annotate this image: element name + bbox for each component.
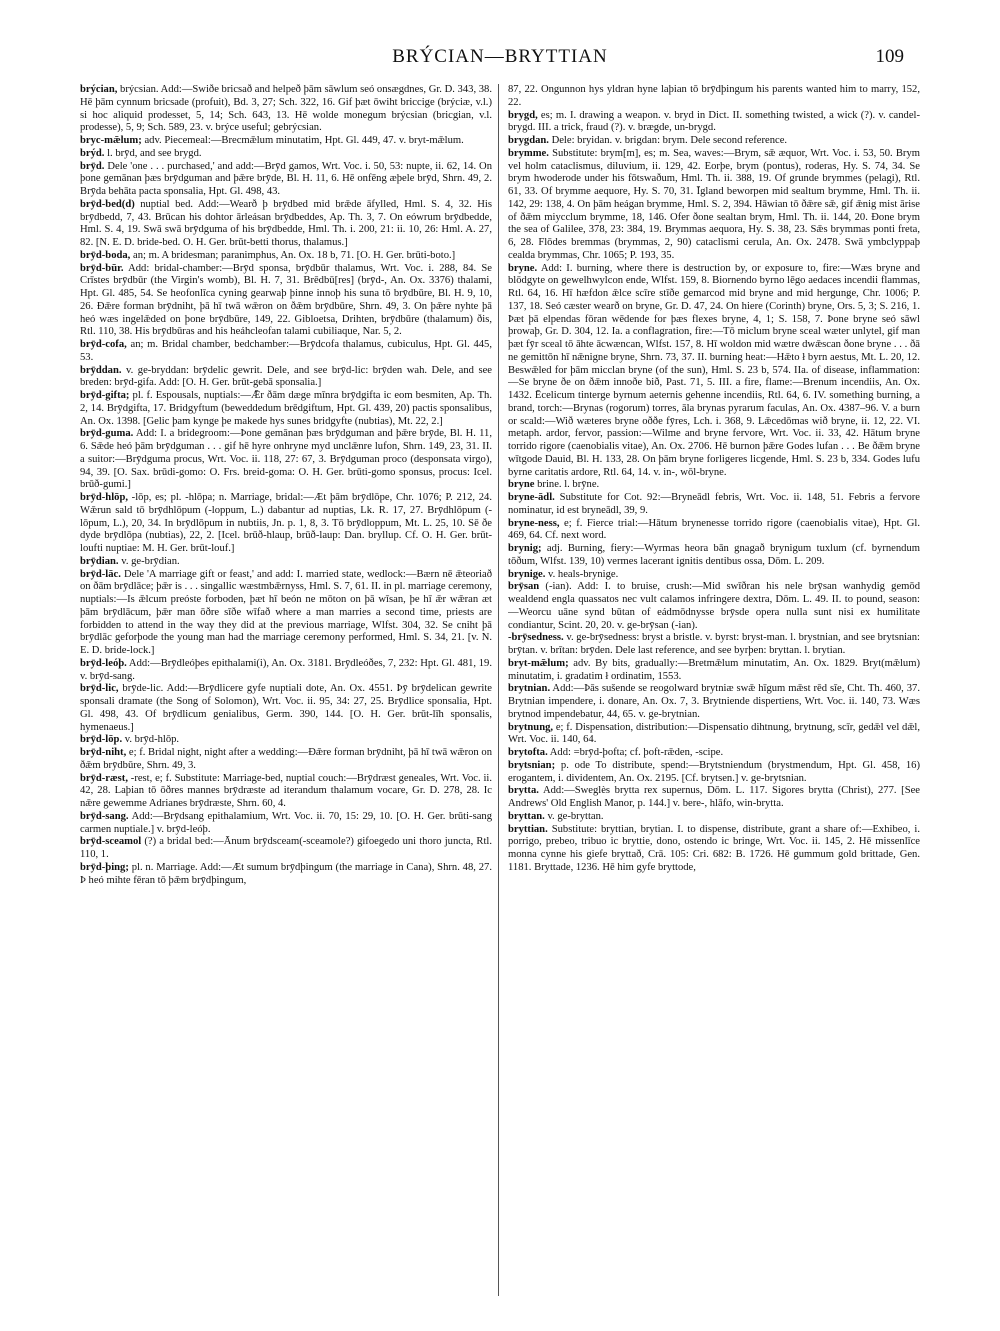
- entry-headword: brynige.: [508, 568, 546, 580]
- dictionary-entry: [80, 428, 492, 492]
- entry-headword: brytofta.: [508, 747, 548, 758]
- dictionary-entry: [80, 339, 492, 365]
- dictionary-entry: [80, 658, 492, 684]
- entry-headword: brȳd-þing;: [80, 861, 129, 873]
- dictionary-entry: [508, 110, 920, 136]
- entry-text: Substitute: brym[m], es; m. Sea, waves:—Brym, sǣ æquor, Wrt. Voc. i. 53, 50. Brym vel holm cataclismus, diluvium, ii. 129, 42. Eorþe, brym (pontus), roderas, Hy. S. 74, 34. Se brym hwoderode under his fōtswaðum, Hml. Th. ii. 388, 19. Of grunde brymmes (pelagi), Rtl. 61, 33. Of brymme aequore, Hy. S. 70, 31. Īgland beworpen mid sealtum brymme, Hml. Th. ii. 142, 29: 138, 4. On þām heágan brymme, Hml. S. 2, 394. Hāwian tō ðǣre sǣ, gif ǣnig mist ārise of ðǣm miycclum brymme, 18, 146. Ofer ðone sealtan brym, Hml. Th. ii. 144, 20. Ðone brym the sea of Galilee, 378, 23: 384, 19. Brymmas aequora, Hy. S. 38, 23. Sǣs brymmas ponti freta, 6, 28. Flōdes bremmas (brymmas, 2, 90) cataclismi cerula, An. Ox. 2478. Swā ymbclyppaþ cealda brymmas, Chr. 1065; P. 193, 35.: [508, 147, 920, 261]
- entry-headword: bryc-mǣlum;: [80, 135, 142, 146]
- entry-headword: brȳsan: [508, 581, 540, 593]
- entry-text: v. ge-brȳdian.: [118, 555, 180, 567]
- dictionary-entry: [80, 492, 492, 556]
- entry-headword: brytsnian;: [508, 759, 556, 771]
- dictionary-entry: [508, 543, 920, 569]
- entry-headword: brȳd-cofa,: [80, 339, 127, 350]
- entry-text: (-ian). Add: I. to bruise, crush:—Mid swīðran his nele brȳsan wanhydig gemōd wealdend engla quassatos nec vult calamos infringere dextra, Dōm. L. 49. II. to pound, season:—Weorcu uāne synd būtan of eádmōdnysse brȳsde opera nulla sunt nisi ex humilitate condiantur, Scint. 20, 20. v. ge-brȳsan (-ian).: [508, 581, 920, 631]
- dictionary-entry: [80, 734, 492, 747]
- entry-headword: brȳd-būr.: [80, 262, 124, 274]
- dictionary-entry: [508, 683, 920, 721]
- dictionary-entry: [80, 84, 492, 135]
- dictionary-entry: [508, 84, 920, 110]
- entry-text: brýcsian. Add:—Swiðe bricsað and helpeð þām sāwlum seó onsægdnes, Gr. D. 343, 38. Hē þām cynnum bricsade (profuit), Bd. 3, 27; Sch. 322, 16. Gif þæt ōwiht briccige (brýciæ, v.l.) si hoc aliquid prodesset, 5, 14; Sch. 643, 13. Hē wolde monegum brýcsian (bricgian, v.l. prodesse), 5, 9; Sch. 589, 23. v. brýce useful; gebrýcsian.: [80, 84, 492, 134]
- entry-headword: brȳd-guma.: [80, 428, 134, 440]
- dictionary-entry: [508, 479, 920, 492]
- entry-text: Dele 'A marriage gift or feast,' and add: I. married state, wedlock:—Bærn nē ǣteoriað on ðām brȳdlāce; þǣr is . . . singallic wæstmbǣrnyss, Hml. S. 7, 61. II. in pl. marriage ceremony, nuptials:—Is ǣlcum preóste forboden, þæt hī beón ne mōton on þā wīsan, þe hī ǣr wǣran æt þām brȳdlācum, þǣr man ōðre sīðe wīfað where a man marries a second time, priests are forbidden to attend in the way they did at the previous marriage, Wlfst. 304, 32. Se cniht þā brȳdlāc geforþode the young man had the marriage ceremony performed, Hml. S. 34, 21. [v. N. E. D. bride-lock.]: [80, 568, 492, 656]
- entry-text: adj. Burning, fiery:—Wyrmas heora bān gnagað brynigum tuxlum (cf. byrnendum tōðum, Wlfst. 139, 10) vermes lacerant ignitis dentibus ossa, Dōm. L. 209.: [508, 543, 920, 567]
- entry-headword: bryne-ness,: [508, 517, 560, 529]
- entry-text: Add: bridal-chamber:—Brȳd sponsa, brȳdbūr thalamus, Wrt. Voc. i. 288, 84. Se Crīstes brȳdbūr (the Virgin's womb), Bl. H. 7, 31. Brēdbū[res] (brȳd-, An. Ox. 3376) thalami, Hpt. Gl. 485, 54. Se heofonlīca cyning gearwaþ þinne innoþ his suna tō brȳdbūre, Bl. H. 9, 10, 26. Ðǣre forman brȳdniht, þā hī twā wǣron on ðǣm brȳdbūre, Shrn. 49, 3. On þǣre nyhte þā heó wæs ingelǣded on þone brȳdbūre, 149, 22. Gibloetsa, Drihten, brȳdbūre (thalamum) ðis, Rtl. 110, 38. His brȳdbūras and his heáhcleofan talami cubiliaque, Nar. 5, 2.: [80, 262, 492, 338]
- entry-text: v. ge-brȳsedness: bryst a bristle. v. byrst: bryst-man. l. brystnian, and see brytsnian: brȳtan. v. brītan: brȳden. Dele last reference, and see byrþen: bryttan. l. brytian.: [508, 632, 920, 656]
- entry-text: pl. n. Marriage. Add:—Æt sumum brȳdþingum (the marriage in Cana), Shrn. 48, 27. Þ heó mihte fēran tō þǣm brȳdþingum,: [80, 861, 492, 886]
- entry-headword: brytnian.: [508, 683, 551, 695]
- entry-text: an; m. A bridesman; paranimphus, An. Ox. 18 b, 71. [O. H. Ger. brūti-boto.]: [130, 249, 456, 261]
- entry-headword: bryne: [508, 479, 535, 491]
- dictionary-entry: [80, 148, 492, 161]
- dictionary-entry: [508, 492, 920, 518]
- entry-text: (?) a bridal bed:—Ānum brȳdsceam(-sceamole?) gifoegedo uni thoro juncta, Rtl. 110, 1.: [80, 836, 492, 860]
- dictionary-entry: [80, 747, 492, 773]
- dictionary-entry: [508, 263, 920, 480]
- entry-text: Add:—Brȳdleóþes epithalami(i), An. Ox. 3181. Brȳdleóðes, 7, 232: Hpt. Gl. 481, 19. v. brȳd-sang.: [80, 657, 492, 682]
- dictionary-entry: [508, 569, 920, 582]
- entry-headword: brynig;: [508, 543, 542, 554]
- entry-text: nuptial bed. Add:—Wearð þ brȳdbed mid brǣde āfylled, Hml. S. 4, 32. His brȳdbedd, 7, 43. Brūcan his dohtor ārleásan brȳdbeddes, Ap. Th. 3, 7. On eówrum brȳdbedde, Hml. S. 4, 19. Swā swā brȳdguma of his brȳdbedde, Hml. Th. i. 200, 21: ii. 10, 26: Hml. A. 27, 82. [N. E. D. bride-bed. O. H. Ger. brūt-betti thorus, thalamus.]: [80, 198, 492, 248]
- entry-text: e; f. Fierce trial:—Hātum brynenesse torrido rigore (caenobialis vitae), Hpt. Gl. 469, 64. Cf. next word.: [508, 517, 920, 542]
- dictionary-entry: [508, 632, 920, 658]
- entry-text: Add:—Þās sušende se reogolward brytniæ swǣ hīgum mǣst rēd sīe, Cht. Th. 460, 37. Brytnian impendere, i. donare, An. Ox. 7, 3. Brytniende dispertiens, Wrt. Voc. ii. 140, 73. Wæs brytnod impendebatur, 44, 65. v. ge-brytnian.: [508, 683, 920, 720]
- dictionary-entry: [80, 161, 492, 199]
- entry-text: v. ge-bryttan.: [544, 810, 604, 822]
- dictionary-entry: [80, 836, 492, 862]
- entry-headword: brymme.: [508, 147, 549, 159]
- dictionary-entry: [80, 862, 492, 888]
- entry-text: adv. By bits, gradually:—Bretmǣlum minutatim, An. Ox. 1829. Bryt(mǣlum) minutatim, i. gradatim ł ordinatim, 1553.: [508, 657, 920, 682]
- entry-text: pl. f. Espousals, nuptials:—Ǣr ðām dæge mīnra brȳdgifta ic eom besmiten, Ap. Th. 2, 14. Brȳdgifta, 17. Bridgyftum (beweddedum brēdgiftum, Hpt. Gl. 439, 20) pactis sponsalibus, An. Ox. 1398. [Gelic þam kynge þe makede hys sunes bridgyfte (nubtias), Mt. 22, 2.]: [80, 390, 492, 427]
- dictionary-entry: [508, 824, 920, 875]
- entry-headword: brȳd-lāc.: [80, 568, 121, 580]
- entry-text: brȳde-lic. Add:—Brȳdlicere gyfe nuptiali dote, An. Ox. 4551. Þȳ brȳdelican gewrite sponsali dramate (the Song of Solomon), Wrt. Voc. ii. 95, 34: 27, 25. Brȳdlice sponsalia, Hpt. Gl. 498, 43. Of brȳdlicum genialibus, Germ. 390, 144. [O. H. Ger. brūt-līh sponsalis, hymenaeus.]: [80, 683, 492, 733]
- entry-headword: brȳddan.: [80, 364, 122, 376]
- entry-headword: brȳd-ræst,: [80, 772, 128, 784]
- dictionary-entry: [80, 683, 492, 734]
- entry-text: Dele: bryidan. v. brigdan: brym. Dele second reference.: [548, 135, 788, 146]
- entry-headword: bryttian.: [508, 823, 548, 835]
- dictionary-entry: [508, 148, 920, 263]
- entry-text: brine. l. brȳne.: [534, 479, 600, 491]
- dictionary-entry: [80, 556, 492, 569]
- entry-text: v. heals-brynige.: [545, 568, 619, 580]
- entry-text: Substitute: bryttian, brytian. I. to dispense, distribute, grant a share of:—Exhibeo, i. porrigo, prebeo, tribuo ic bryttie, dono, ostendo ic bringe, Wrt. Voc. ii. 145, 2. Hē missenlīce monna cynne his giefe bryttað, Crā. 105: Cri. 682: B. 1726. Hē gummum gold brittade, Gen. 1181. Bryttade, 1236. Hē him gyfe bryttode,: [508, 823, 920, 873]
- entry-text: Substitute for Cot. 92:—Bryneādl febris, Wrt. Voc. ii. 148, 51. Febris a fervore nominatur, id est bryneādl, 39, 9.: [508, 492, 920, 516]
- dictionary-entry: [508, 811, 920, 824]
- entry-headword: brýcian,: [80, 84, 118, 95]
- dictionary-entry: [80, 199, 492, 250]
- entry-headword: brȳd-boda,: [80, 249, 131, 261]
- entry-headword: brytnung,: [508, 721, 554, 733]
- entry-text: e; f. Bridal night, night after a wedding:—Ðǣre forman brȳdniht, þā hī twā wǣron on ðǣm brȳdbūre, Shrn. 49, 3.: [80, 747, 492, 771]
- entry-text: Add: =brȳd-þofta; cf. þoft-rǣden, -scipe.: [547, 747, 724, 758]
- entry-headword: brȳd-lōp.: [80, 734, 123, 746]
- dictionary-entry: [80, 263, 492, 340]
- entry-headword: brȳd-niht,: [80, 747, 127, 758]
- dictionary-entry: [508, 581, 920, 632]
- entry-headword: brȳdian.: [80, 555, 119, 567]
- entry-text: p. ode To distribute, spend:—Brytstniendum (brystmendum, Hpt. Gl. 458, 16) erogantem, i. dividentem, An. Ox. 2195. [Cf. brytsen.] v. ge-brytsnian.: [508, 759, 920, 784]
- entry-headword: bryne-ādl.: [508, 492, 555, 503]
- entry-text: Dele 'one . . . purchased,' and add:—Brȳd gamos, Wrt. Voc. i. 50, 53: nupte, ii. 62, 14. On þone gemānan þæs brȳdguman and þǣre brȳde, Bl. H. 11, 6. Hē onfēng æþele brȳd, Shrn. 49, 2. Brȳda behāta pacta sponsalia, Hpt. Gl. 498, 43.: [80, 160, 492, 197]
- entry-headword: bryttan.: [508, 810, 545, 822]
- entry-text: -rest, e; f. Substitute: Marriage-bed, nuptial couch:—Brȳdræst geneales, Wrt. Voc. ii. 42, 28. Laþian tō ōðres mannes brȳdræste ad iterandum thalamum vocare, Gr. D. 278, 28. Ic nǣre gewemme Adrianes brȳdræste, Shrn. 60, 4.: [80, 772, 492, 809]
- entry-headword: brȳd-lic,: [80, 683, 119, 695]
- dictionary-entry: [80, 365, 492, 391]
- entry-headword: brȳd-gifta;: [80, 390, 130, 401]
- dictionary-entry: [80, 135, 492, 148]
- entry-headword: brȳd-leóþ.: [80, 657, 127, 669]
- entry-text: v. brȳd-hlōp.: [122, 734, 180, 746]
- left-column: [80, 84, 492, 1299]
- entry-text: adv. Piecemeal:—Brecmǣlum minutatim, Hpt. Gl. 449, 47. v. bryt-mǣlum.: [141, 135, 464, 146]
- right-column: [508, 84, 920, 1299]
- entry-text: Add: I. burning, where there is destruction by, or exposure to, fire:—Wæs bryne and blōdgyte on gewelhwylcon ende, Wlfst. 159, 8. Biornendo byrno lēgo aedaces incendii flammas, Rtl. 64, 16. Hī hæfdon ǣlce scīre stīðe gemarcod mid bryne and mid hergunge, Chr. 1006; P. 137, 18. Seó cæster wearð on bryne, Gr. D. 47, 24. On hiere (Corinth) bryne, Ors. 5, 3; S. 216, 1. Þæt þā elpendas fōran wēdende for þæs flexes bryne, 4, 1; S. 158, 7. Þone bryne seó sāwl þrowaþ, Gr. D. 304, 12. Ia. a conflagration, fire:—Tō miclum bryne sceal wæter unlytel, gif man þæt fȳr sceal tō āhte ācwæncan, Wlfst. 157, 8. Hī woldon mid wætre dwǣscan ðone bryne . . . ðā ne gemittōn hī nǣnigne bryne, Shrn. 73, 37. II. burning heat:—Hǣto ł byrn aestus, Mt. L. 20, 12. Beswǣled for þām micclan bryne (of the sun), Hml. S. 23 b, 574. IIa. of disease, inflammation:—Se bryne ðe on ðǣm innoðe bið, Past. 71, 5. III. a fire, flame:—Brenum incendiis, An. Ox. 1432. Ēcelicum tinterge byrnum aeternis gehenne incendiis, Rtl. 64, 6. IV. something burning, a brand, torch:—Brynas (rogorum) torres, āla brynas pyrarum faculas, An. Ox. 4387–96. V. a burn or scald:—Wið wæteres bryne oððe fȳres, Lch. i. 368, 9. Lǣcedōmas wið bryne, ii. 12, 22. VI. metaph. ardor, fervor, passion:—Wilme and bryne fervore, Wrt. Voc. ii. 33, 42. Hātum bryne torrido rigore (caenobialis vitae), An. Ox. 2706. Hē burnon þǣre Godes lufan . . . Be ðǣm bryne wītgode Dauid, Bl. H. 133, 28. On þām bryne forligeres licgende, Hml. S. 23 b, 334. Godes lufu byrne caritatis ardore, Rtl. 64, 14. v. in-, wōl-bryne.: [508, 262, 920, 478]
- entry-headword: brygdan.: [508, 135, 549, 146]
- dictionary-entry: [508, 722, 920, 748]
- entry-text: Add:—Brȳdsang epithalamium, Wrt. Voc. ii. 70, 15: 29, 10. [O. H. Ger. brūti-sang carmen nuptiale.] v. brȳd-leóþ.: [80, 810, 492, 835]
- entry-headword: brýd.: [80, 147, 105, 159]
- dictionary-entry: [508, 760, 920, 786]
- entry-text: e; f. Dispensation, distribution:—Dispensatio dihtnung, brytnung, scīr, gedǣl vel dǣl, Wrt. Voc. ii. 140, 64.: [508, 721, 920, 746]
- dictionary-entry: [80, 773, 492, 811]
- entry-headword: brȳd-hlōp,: [80, 492, 128, 503]
- entry-text: es; m. I. drawing a weapon. v. bryd in Dict. II. something twisted, a wick (?). v. candel-brygd. III. a trick, fraud (?). v. brægde, un-brygd.: [508, 109, 920, 134]
- page-number: 109: [875, 46, 904, 67]
- column-divider: [498, 84, 499, 1296]
- entry-text: -lōp, es; pl. -hlōpa; n. Marriage, bridal:—Æt þām brȳdlōpe, Chr. 1076; P. 212, 24. Wǣrun sald tō brȳdhlōpum (-loppum, L.) dabantur ad nuptias, Lk. R. 17, 27. Brȳdhlōpum (-lōpum, L.), 20, 34. In brȳdlōpum in nubtiis, Jn. p. 1, 8, 3. Tō brȳdloppum, Mt. L. 25, 10. Sē ðe dyde brȳdlōpa (nubtias), 22, 2. [Icel. brūð-hlaup, brūð-laup: Dan. bryllup. Cf. O. H. Ger. brūt-loufti nuptiae: M. H. Ger. brūt-louf.]: [80, 492, 492, 554]
- entry-headword: brygd,: [508, 109, 538, 121]
- entry-headword: brȳd-sceamol: [80, 836, 142, 848]
- entry-text: Add:—Sweglès brytta rex supernus, Dōm. L. 117. Sigores brytta (Christ), 277. [See Andrews' Old English Manor, p. 144.] v. bere-, hlāfo, win-brytta.: [508, 785, 920, 809]
- entry-text: l. brȳd, and see brygd.: [104, 147, 202, 159]
- dictionary-entry: [508, 658, 920, 684]
- entry-text: 87, 22. Ongunnon hys yldran hyne laþian tō brȳdþingum his parents wanted him to marry, 152, 22.: [508, 84, 920, 108]
- entry-headword: brȳd-bed(d): [80, 198, 135, 210]
- dictionary-entry: [80, 569, 492, 658]
- entry-headword: bryne.: [508, 262, 538, 274]
- entry-headword: brȳd-sang.: [80, 810, 129, 822]
- entry-headword: -brȳsedness.: [508, 632, 564, 644]
- dictionary-entry: [80, 811, 492, 837]
- entry-headword: bryt-mǣlum;: [508, 657, 569, 669]
- entry-headword: brytta.: [508, 785, 539, 797]
- dictionary-entry: [508, 518, 920, 544]
- dictionary-entry: [508, 785, 920, 811]
- dictionary-entry: [80, 250, 492, 263]
- entry-text: Add: I. a bridegroom:—Þone gemānan þæs brȳdguman and þǣre brȳde, Bl. H. 11, 6. Sǣde heó þām brȳdguman . . . gif hē hyre onhryne myd unclǣnre lufon, Shrn. 149, 23, 31. II. a suitor:—Brȳdguma procus, Wrt. Voc. ii. 118, 27: 67, 3. Brȳdguman proco (desponsata virgo), 94, 39. [O. Sax. brūdi-gomo: O. Frs. breid-goma: O. H. Ger. brūti-gomo sponsus, procus: Icel. brūð-gumi.]: [80, 428, 492, 491]
- dictionary-entry: [80, 390, 492, 428]
- entry-headword: brȳd.: [80, 160, 105, 172]
- dictionary-entry: [508, 135, 920, 148]
- dictionary-entry: [508, 747, 920, 760]
- entry-text: an; m. Bridal chamber, bedchamber:—Brȳdcofa thalamus, cubiculus, Hpt. Gl. 445, 53.: [80, 339, 492, 363]
- page-header-title: BRÝCIAN—BRYTTIAN: [392, 46, 608, 67]
- entry-text: v. ge-bryddan: brȳdelic gewrit. Dele, and see brȳd-lic: brȳden wah. Dele, and see breden: brȳd-gifa. Add: [O. H. Ger. brūt-gebā sponsalia.]: [80, 364, 492, 389]
